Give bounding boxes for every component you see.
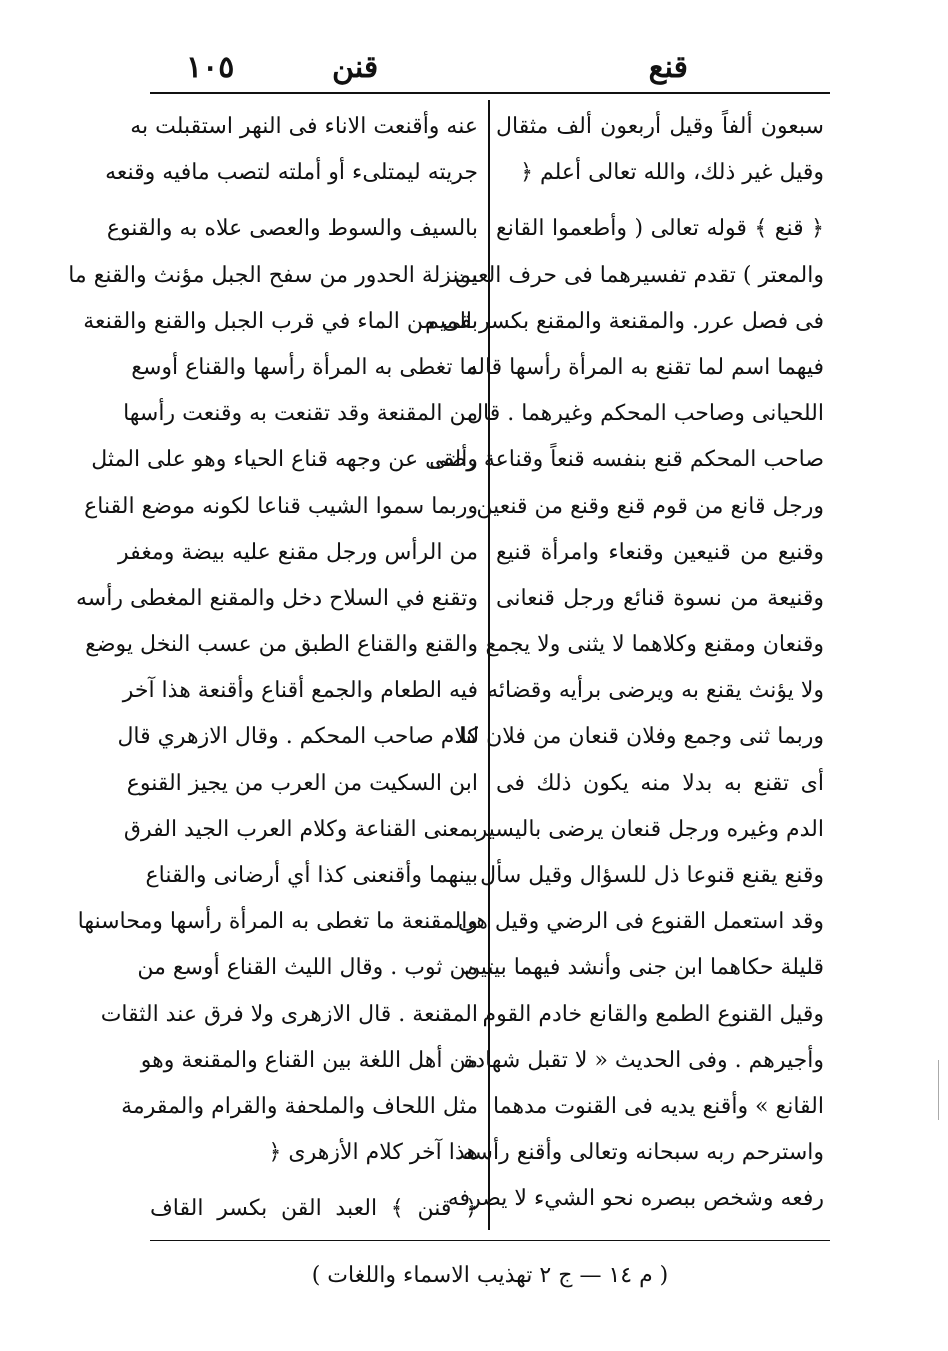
header-right-word: قنع — [648, 50, 688, 85]
text-line: من المقنعة وقد تقنعت به وقنعت رأسها — [123, 401, 478, 427]
text-line: بقى من الماء في قرب الجبل والقنع والقنعة — [83, 308, 478, 334]
text-line: وألقى عن وجهه قناع الحياء وهو على المثل — [91, 447, 478, 473]
text-line: هذا آخر كلام الأزهرى ﴿ — [268, 1140, 478, 1166]
text-line: فى فصل عرر. والمقنعة والمقنع بكسر الميم — [425, 308, 824, 334]
text-line: من أهل اللغة بين القناع والمقنعة وهو — [140, 1047, 478, 1073]
text-line: أى تقنع به بدلا منه يكون ذلك فى — [496, 770, 824, 796]
text-line: وربما ثنى وجمع وفلان قنعان من فلان لنا — [459, 724, 824, 750]
text-line: واسترحم ربه سبحانه وتعالى وأقنع رأسه — [462, 1140, 824, 1166]
text-line: وقيل القنوع الطمع والقانع خادم القوم — [482, 1001, 824, 1027]
text-line: من الرأس ورجل مقنع عليه بيضة ومغفر — [118, 539, 478, 565]
text-line: المقنعة . قال الازهرى ولا فرق عند الثقات — [100, 1001, 478, 1027]
text-line: وأجيرهم . وفى الحديث « لا تقبل شهادة — [463, 1047, 824, 1073]
text-line: وقيل غير ذلك، والله تعالى أعلم ﴿ — [520, 160, 824, 186]
text-line: بينهما وأقنعنى كذا أي أرضانى والقناع — [145, 863, 478, 888]
page-header — [150, 48, 830, 88]
text-line: فيه الطعام والجمع أقناع وأقنعة هذا آخر — [122, 678, 478, 704]
text-line: والمعتر ) تقدم تفسيرهما فى حرف العين — [454, 262, 824, 288]
text-line: وقنعان ومقنع وكلاهما لا يثنى ولا يجمع — [485, 632, 824, 658]
text-line: ما تغطى به المرأة رأسها والقناع أوسع — [131, 354, 478, 380]
text-line: من ثوب . وقال الليث القناع أوسع من — [137, 955, 478, 981]
text-line: سبعون ألفاً وقيل أربعون ألف مثقال — [496, 114, 824, 139]
text-line: فيهما اسم لما تقنع به المرأة رأسها قاله — [466, 354, 824, 380]
text-line: بالسيف والسوط والعصى علاه به والقنوع — [106, 216, 478, 242]
text-line: جريته ليمتلىء أو أملته لتصب مافيه وقنعه — [105, 160, 478, 186]
footer-rule — [150, 1240, 830, 1241]
printer-signature: ( م ١٤ — ج ٢ تهذيب الاسماء واللغات ) — [311, 1263, 669, 1288]
text-line: الدم وغيره ورجل قنعان يرضى باليسير — [476, 816, 824, 842]
text-line: اللحيانى وصاحب المحكم وغيرهما . قال — [467, 401, 824, 427]
text-line: رفعه وشخص ببصره نحو الشيء لا يصرفه — [447, 1186, 824, 1212]
text-line: وقنيع من قنيعين وقنعاء وامرأة قنيع — [496, 539, 824, 565]
text-line: ابن السكيت من العرب من يجيز القنوع — [126, 770, 478, 796]
text-line: وتقنع في السلاح دخل والمقنع المغطى رأسه — [76, 585, 478, 611]
entry-heading-line: ﴿ قنن ﴾ العبد القن بكسر القاف — [150, 1196, 478, 1222]
left-column — [68, 104, 478, 1233]
text-line: ولا يؤنث يقنع به ويرضى برأيه وقضائه — [487, 678, 824, 704]
entry-heading-line: ﴿ قنع ﴾ قوله تعالى ( وأطعموا القانع — [496, 216, 824, 242]
header-rule — [150, 92, 830, 94]
text-line: وقد استعمل القنوع فى الرضي وقيل هى — [457, 909, 824, 935]
text-line: بمنزلة الحدور من سفح الجبل مؤنث والقنع ما — [68, 262, 478, 288]
text-line: بمعنى القناعة وكلام العرب الجيد الفرق — [123, 816, 478, 842]
text-line: كلام صاحب المحكم . وقال الازهري قال — [117, 724, 478, 750]
text-line: قليلة حكاهما ابن جنى وأنشد فيهما بيتين — [463, 955, 824, 981]
text-line: وقنيعة من نسوة قنائع ورجل قنعانى — [496, 585, 824, 611]
scan-edge-mark — [938, 1060, 939, 1120]
text-line: صاحب المحكم قنع بنفسه قنعاً وقناعة رضى — [429, 447, 824, 473]
text-line: ورجل قانع من قوم قنع وقنع من قنعين — [476, 493, 824, 519]
header-center-word: قنن — [332, 50, 379, 85]
text-line: والمقنعة ما تغطى به المرأة رأسها ومحاسنها — [77, 909, 478, 935]
text-line: مثل اللحاف والملحفة والقرام والمقرمة — [121, 1093, 478, 1119]
text-line: القانع » وأقنع يديه فى القنوت مدهما — [493, 1093, 824, 1119]
page-number: ١٠٥ — [186, 50, 235, 85]
text-line: عنه وأقنعت الاناء فى النهر استقبلت به — [130, 114, 478, 139]
text-line: والقنع والقناع الطبق من عسب النخل يوضع — [85, 632, 478, 658]
right-column — [425, 104, 824, 1223]
text-line: وقنع يقنع قنوعا ذل للسؤال وقيل سأل — [480, 863, 824, 888]
text-line: وربما سموا الشيب قناعا لكونه موضع القناع — [84, 493, 478, 519]
